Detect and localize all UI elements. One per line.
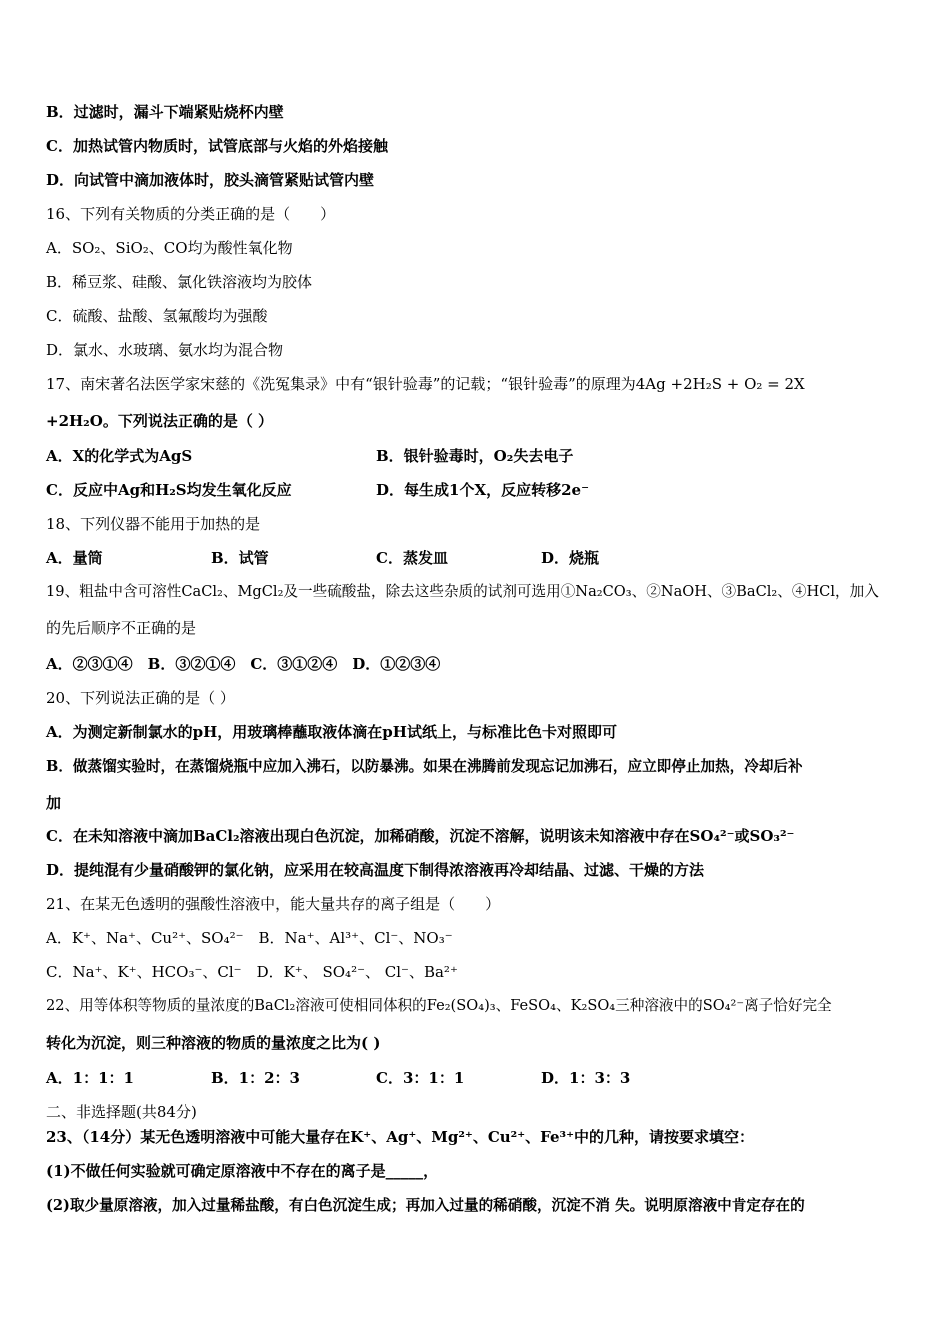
q22-stem-line1: 22、用等体积等物质的量浓度的BaCl₂溶液可使相同体积的Fe₂(SO₄)₃、FeSO₄、K₂SO₄三种溶液中的SO₄²⁻离子恰好完全 (46, 997, 832, 1014)
q19-stem-line1: 19、粗盐中含可溶性CaCl₂、MgCl₂及一些硫酸盐，除去这些杂质的试剂可选用①Na₂CO₃、②NaOH、③BaCl₂、④HCl，加入 (46, 583, 879, 600)
q18-stem: 18、下列仪器不能用于加热的是 (46, 515, 261, 533)
q18-option-d: D．烧瓶 (541, 549, 600, 567)
q22-stem-line2: 转化为沉淀，则三种溶液的物质的量浓度之比为( ) (46, 1034, 381, 1052)
q17-option-c: C．反应中Ag和H₂S均发生氧化反应 (46, 481, 292, 499)
q16-option-c: C．硫酸、盐酸、氢氟酸均为强酸 (46, 307, 268, 325)
q19-options: A．②③①④ B．③②①④ C．③①②④ D．①②③④ (46, 655, 441, 673)
q15-option-d: D．向试管中滴加液体时，胶头滴管紧贴试管内壁 (46, 171, 375, 189)
q20-stem: 20、下列说法正确的是（ ） (46, 689, 235, 707)
q18-option-c: C．蒸发皿 (376, 549, 448, 567)
q17-option-b: B．银针验毒时，O₂失去电子 (376, 447, 574, 465)
q20-option-b-line2: 加 (46, 794, 62, 812)
q18-option-a: A．量筒 (46, 549, 103, 567)
q17-stem-line2: +2H₂O。下列说法正确的是（ ） (46, 412, 274, 430)
q22-option-c: C．3：1：1 (376, 1069, 465, 1087)
q20-option-b-line1: B．做蒸馏实验时，在蒸馏烧瓶中应加入沸石，以防暴沸。如果在沸腾前发现忘记加沸石，应立即停止加热，冷却后补 (46, 758, 803, 775)
q22-option-b: B．1：2：3 (211, 1069, 300, 1087)
q15-option-c: C．加热试管内物质时，试管底部与火焰的外焰接触 (46, 137, 388, 155)
q20-option-d: D．提纯混有少量硝酸钾的氯化钠，应采用在较高温度下制得浓溶液再冷却结晶、过滤、干燥的方法 (46, 861, 705, 879)
q23-part-2: (2)取少量原溶液，加入过量稀盐酸，有白色沉淀生成；再加入过量的稀硝酸，沉淀不消 失。说明原溶液中肯定存在的 (46, 1197, 805, 1214)
q21-options-cd: C．Na⁺、K⁺、HCO₃⁻、Cl⁻ D．K⁺、 SO₄²⁻、 Cl⁻、Ba²⁺ (46, 963, 458, 981)
q23-part-1: (1)不做任何实验就可确定原溶液中不存在的离子是_____， (46, 1162, 439, 1180)
section-2-heading: 二、非选择题(共84分) (46, 1103, 197, 1121)
q17-stem-line1: 17、南宋著名法医学家宋慈的《洗冤集录》中有“银针验毒”的记载；“银针验毒”的原理为4Ag +2H₂S + O₂ = 2X (46, 375, 805, 393)
q15-option-b: B．过滤时，漏斗下端紧贴烧杯内壁 (46, 103, 284, 121)
q17-option-d: D．每生成1个X，反应转移2e⁻ (376, 481, 589, 499)
q16-option-b: B．稀豆浆、硅酸、氯化铁溶液均为胶体 (46, 273, 313, 291)
q22-option-a: A．1：1：1 (46, 1069, 134, 1087)
q17-options-cd (46, 480, 906, 500)
q16-option-a: A．SO₂、SiO₂、CO均为酸性氧化物 (46, 239, 293, 257)
q22-option-d: D．1：3：3 (541, 1069, 631, 1087)
q20-option-a: A．为测定新制氯水的pH，用玻璃棒蘸取液体滴在pH试纸上，与标准比色卡对照即可 (46, 723, 617, 741)
q16-stem: 16、下列有关物质的分类正确的是（ ） (46, 205, 336, 223)
q20-option-c: C．在未知溶液中滴加BaCl₂溶液出现白色沉淀，加稀硝酸，沉淀不溶解，说明该未知溶液中存在SO₄²⁻或SO₃²⁻ (46, 827, 795, 845)
q17-option-a: A．X的化学式为AgS (46, 447, 193, 465)
q17-options-ab (46, 446, 906, 466)
q18-option-b: B．试管 (211, 549, 269, 567)
q21-stem: 21、在某无色透明的强酸性溶液中，能大量共存的离子组是（ ） (46, 895, 501, 913)
q21-options-ab: A．K⁺、Na⁺、Cu²⁺、SO₄²⁻ B．Na⁺、Al³⁺、Cl⁻、NO₃⁻ (46, 929, 453, 947)
q19-stem-line2: 的先后顺序不正确的是 (46, 619, 197, 637)
q16-option-d: D．氯水、水玻璃、氨水均为混合物 (46, 341, 284, 359)
q23-stem: 23、（14分）某无色透明溶液中可能大量存在K⁺、Ag⁺、Mg²⁺、Cu²⁺、Fe³⁺中的几种，请按要求填空： (46, 1128, 755, 1146)
